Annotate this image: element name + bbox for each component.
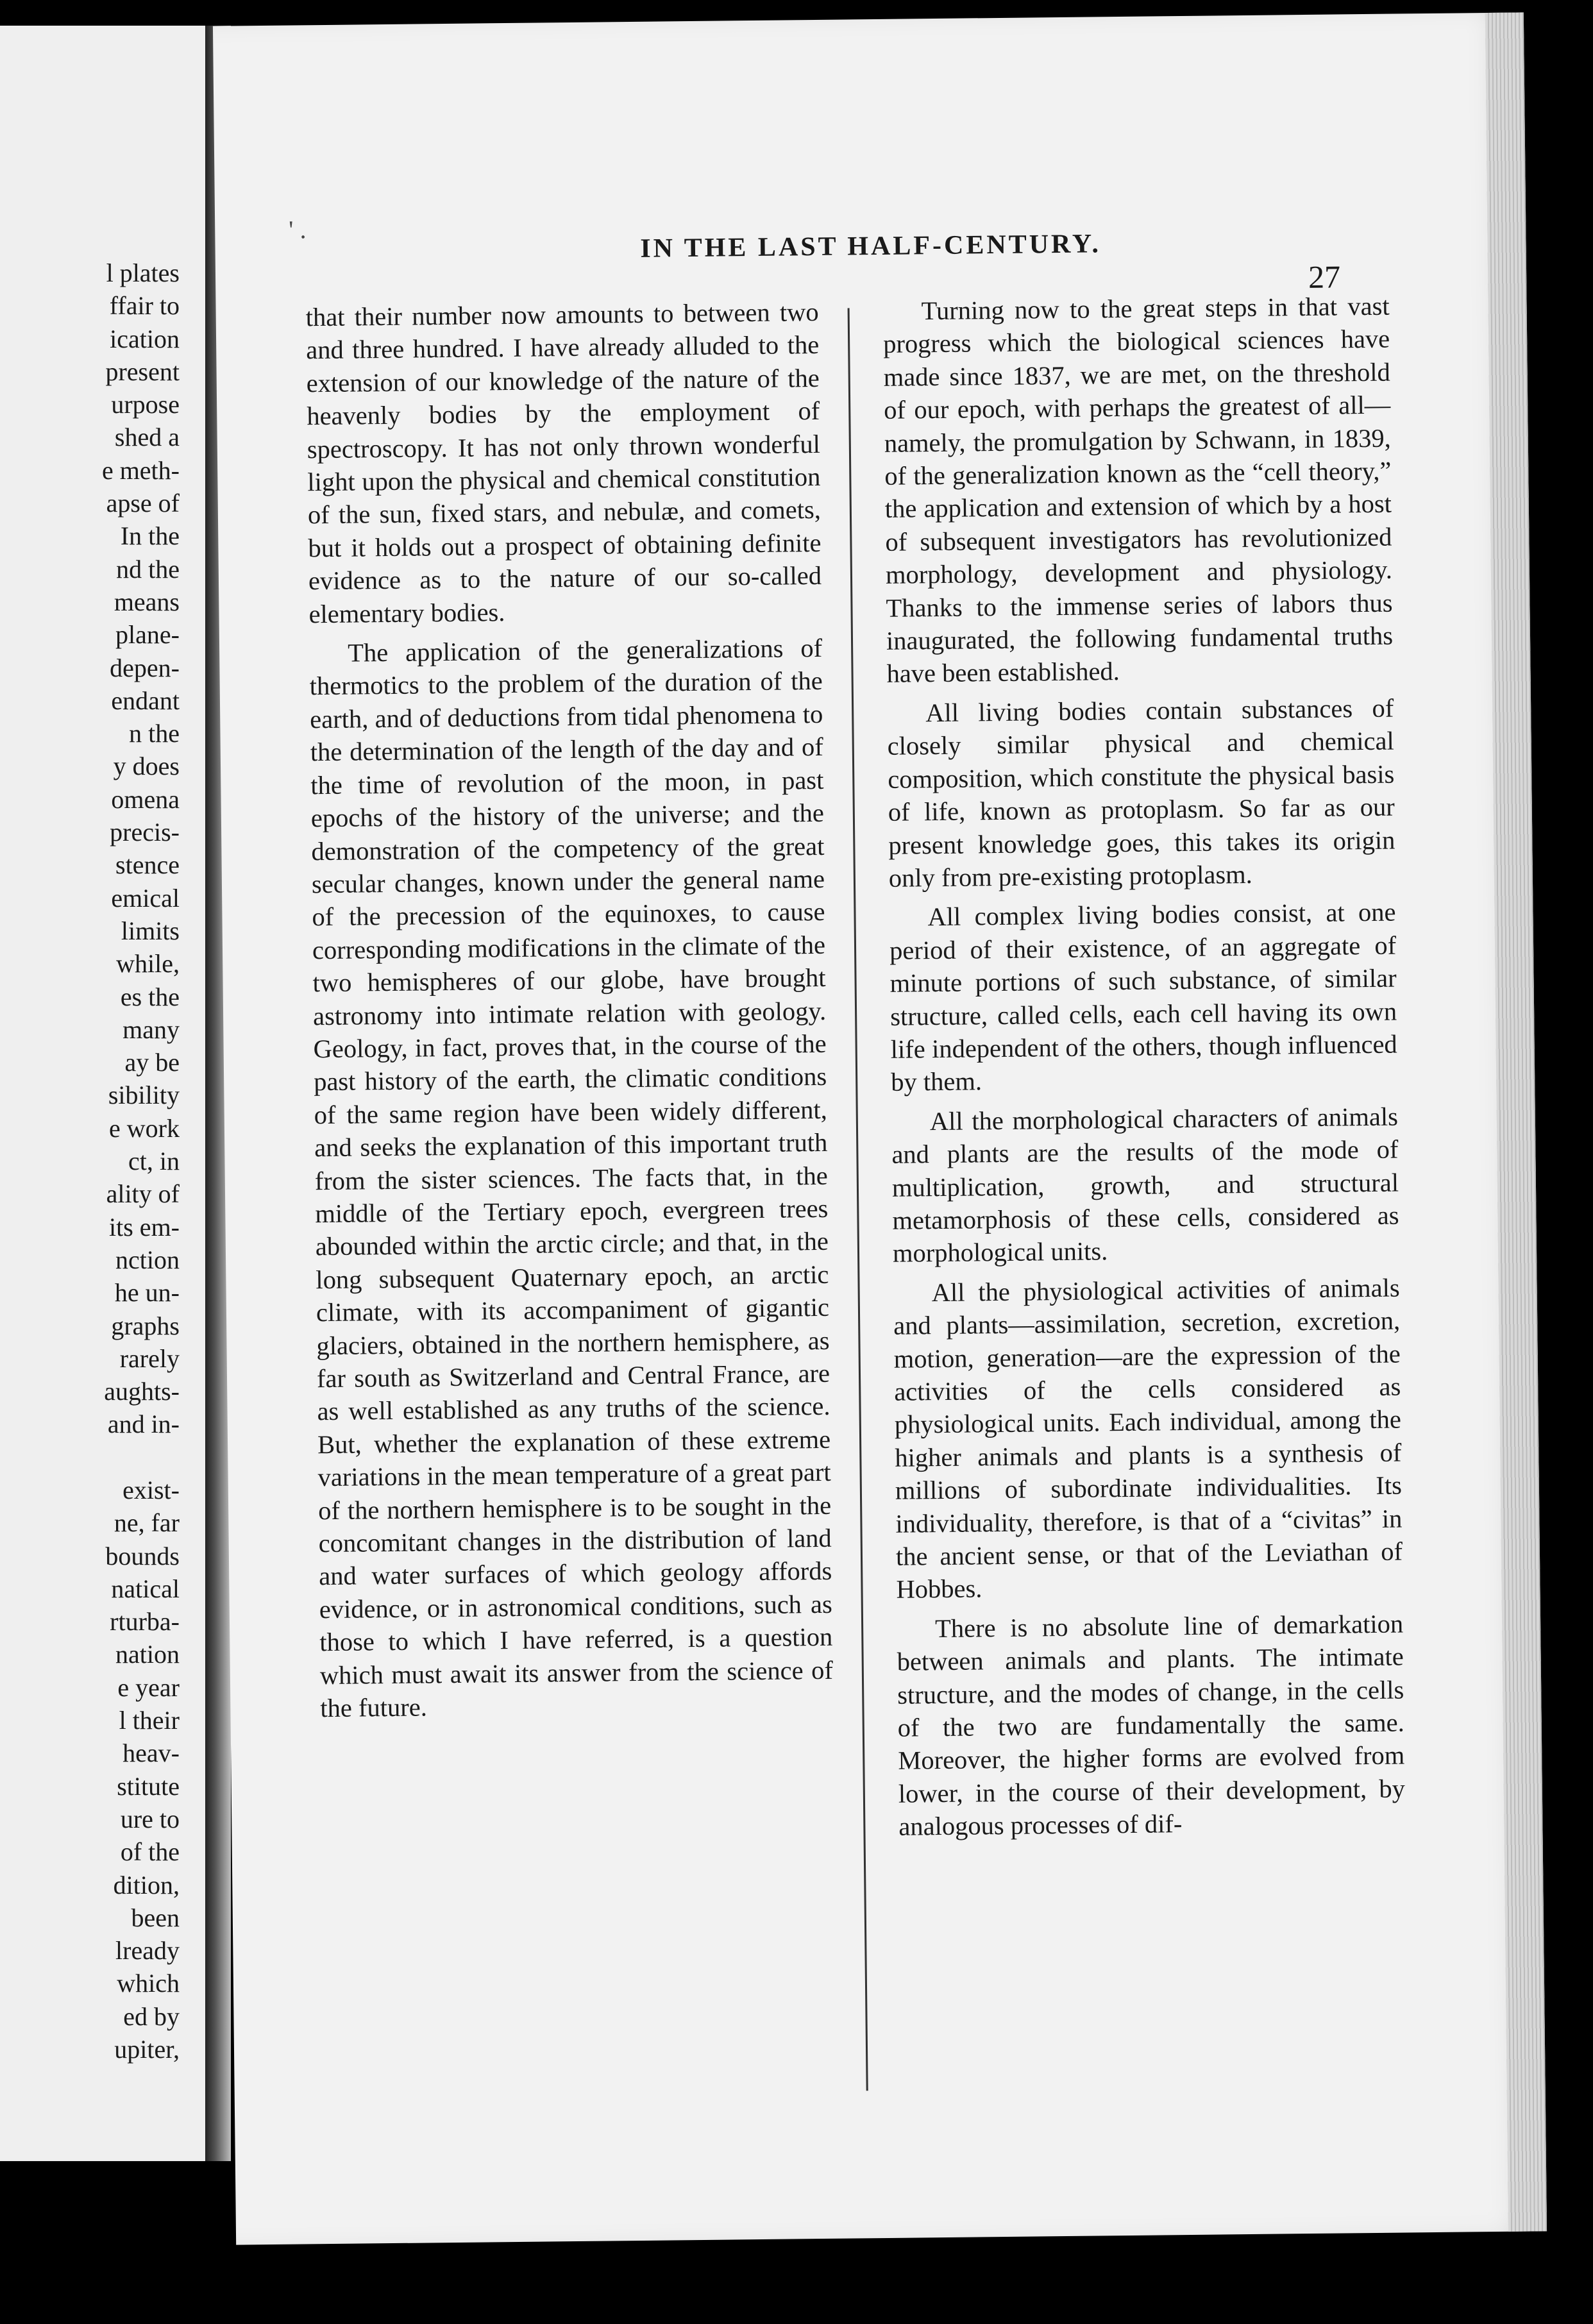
page-edge xyxy=(1485,12,1547,2231)
facing-page-line: ication xyxy=(110,324,180,353)
facing-page-line: omena xyxy=(111,784,180,814)
facing-page-line: dition, xyxy=(113,1870,180,1899)
facing-page-line: endant xyxy=(111,686,180,715)
facing-page-line: y does xyxy=(113,752,180,781)
facing-page-line: been xyxy=(131,1903,180,1932)
paragraph: All complex living bodies consist, at one period of their existence, of an aggregate of minute portions of such substance, of similar structure, called cells, each cell having its own life independent of the others, though influenced by them. xyxy=(889,897,1397,1097)
facing-page-line: e work xyxy=(109,1113,180,1143)
facing-page-line: rarely xyxy=(119,1343,180,1373)
facing-page-line: urpose xyxy=(111,390,180,419)
facing-page-line: heav- xyxy=(122,1739,180,1768)
facing-page-line: l their xyxy=(119,1706,180,1735)
facing-page-line: emical xyxy=(111,883,180,913)
facing-page-line: depen- xyxy=(110,653,180,682)
facing-page-line: rturba- xyxy=(110,1607,180,1637)
facing-page-line: natical xyxy=(111,1574,180,1603)
facing-page-line: es the xyxy=(120,982,180,1011)
facing-page-line: limits xyxy=(121,916,180,945)
facing-page-line: apse of xyxy=(106,489,180,518)
facing-page-line: ality of xyxy=(106,1179,180,1209)
running-head: IN THE LAST HALF-CENTURY. xyxy=(640,229,1102,264)
paragraph: All the physiological activities of animals and plants—assimilation, secretion, excretion, motion, generation—are the expression of the activities of the cells considered as physiological units. Each individual, among the higher animals and plants is a synthesis of millions of subordinate individualities. Its individuality, therefore, is that of a “civitas” in the ancient sense, or that of the Leviathan of Hobbes. xyxy=(893,1273,1403,1604)
facing-page-line: e year xyxy=(117,1672,180,1702)
facing-page-line: many xyxy=(122,1015,180,1044)
facing-page-line: nd the xyxy=(116,554,180,584)
facing-page-line: he un- xyxy=(114,1278,180,1308)
paragraph: Turning now to the great steps in that vast progress which the biological sciences have made since 1837, we are met, on the threshold of our epoch, with perhaps the greatest of all—namely, the promulgation by Schwann, in 1839, of the generalization known as the “cell theory,” the application and extension of which by a host of subsequent investigators has revolutionized morphology, development and physiology. Thanks to the immense series of labors thus inaugurated, the following fundamental truths have been established. xyxy=(882,291,1394,689)
paragraph: All living bodies contain substances of closely similar physical and chemical composition, which constitute the physical basis of life, known as protoplasm. So far as our present knowledge goes, this takes its origin only from pre-existing protoplasm. xyxy=(887,693,1395,893)
facing-page-line: sibility xyxy=(108,1081,180,1110)
right-column xyxy=(882,290,1405,1850)
print-mark: ' . xyxy=(289,215,307,244)
book-page xyxy=(213,12,1547,2244)
facing-page-line: present xyxy=(105,357,180,386)
facing-page-line: stence xyxy=(115,850,180,880)
facing-page-line: while, xyxy=(116,949,180,979)
page-number: 27 xyxy=(1308,258,1341,295)
paragraph: The application of the generalizations of thermotics to the problem of the duration of the earth, and of deductions from tidal phenomena to the determination of the length of the day and of the time of revolution of the moon, in past epochs of the history of the universe; and the demonstration of the competency of the great secular changes, known under the general name of the precession of the equinoxes, to cause corresponding modifications in the climate of the two hemispheres of our globe, have brought astronomy into intimate relation with geology. Geology, in fact, proves that, in the course of the past history of the earth, the climatic conditions of the same region have been widely different, and seeks the explanation of this important truth from the sister sciences. The facts that, in the middle of the Tertiary epoch, evergreen trees abounded within the arctic circle; and that, in the long subsequent Quaternary epoch, an arctic climate, with its accompaniment of gigantic glaciers, obtained in the northern hemisphere, as far south as Switzerland and Central France, are as well established as any truths of the science. But, whether the explanation of these extreme variations in the mean temperature of a great part of the northern hemisphere is to be sought in the concomitant changes in the distribution of land and water surfaces of which geology affords evidence, or in astronomical conditions, such as those to which I have referred, is a question which must await its answer from the science of the future. xyxy=(309,633,834,1723)
facing-page-line: which xyxy=(117,1969,180,1998)
paragraph: that their number now amounts to between two and three hundred. I have already alluded to the extension of our knowledge of the nature of the heavenly bodies by the employment of spectroscopy. It has not only thrown wonderful light upon the physical and chemical constitution of the sun, fixed stars, and nebulæ, and comets, but it holds out a prospect of obtaining definite evidence as to the nature of our so-called elementary bodies. xyxy=(305,297,822,628)
facing-page-line: bounds xyxy=(105,1541,180,1570)
facing-page-line: graphs xyxy=(111,1311,180,1340)
facing-page-line: n the xyxy=(129,719,180,748)
facing-page-line: plane- xyxy=(115,620,180,650)
facing-page-line: ne, far xyxy=(114,1508,180,1538)
facing-page-line: ct, in xyxy=(128,1147,180,1176)
facing-page-line: nation xyxy=(115,1640,180,1669)
facing-page-line: stitute xyxy=(117,1771,180,1801)
facing-page-line: ay be xyxy=(124,1048,180,1077)
facing-page-line xyxy=(13,1441,180,1474)
facing-page-line: lready xyxy=(115,1936,180,1966)
column-rule xyxy=(848,308,868,2091)
facing-page-line: l plates xyxy=(106,258,180,287)
paragraph: All the morphological characters of animals and plants are the results of the mode of multiplication, growth, and structural metamorphosis of these cells, considered as morphological units. xyxy=(891,1102,1399,1268)
facing-page-line: precis- xyxy=(110,818,180,847)
facing-page-line: ffair to xyxy=(109,291,180,321)
facing-page-line: In the xyxy=(120,521,180,551)
facing-page-line: exist- xyxy=(122,1475,180,1504)
facing-page-line: upiter, xyxy=(114,2035,180,2064)
facing-page-line: nction xyxy=(115,1245,180,1274)
facing-page xyxy=(0,26,212,2161)
facing-page-line: of the xyxy=(120,1837,180,1867)
facing-page-line: its em- xyxy=(109,1212,180,1242)
facing-page-text xyxy=(13,257,180,2066)
facing-page-line: and in- xyxy=(107,1410,180,1439)
facing-page-line: ed by xyxy=(123,2001,180,2031)
left-column xyxy=(305,296,833,1731)
facing-page-line: means xyxy=(114,587,180,616)
paragraph: There is no absolute line of demarkation between animals and plants. The intimate structure, and the modes of change, in the cells of the two are fundamentally the same. Moreover, the higher forms are evolved from lower, in the course of their development, by analogous processes of dif- xyxy=(897,1609,1406,1842)
facing-page-line: e meth- xyxy=(101,455,180,485)
facing-page-line: ure to xyxy=(120,1804,180,1833)
facing-page-line: shed a xyxy=(114,423,180,452)
facing-page-line: aughts- xyxy=(104,1377,180,1406)
